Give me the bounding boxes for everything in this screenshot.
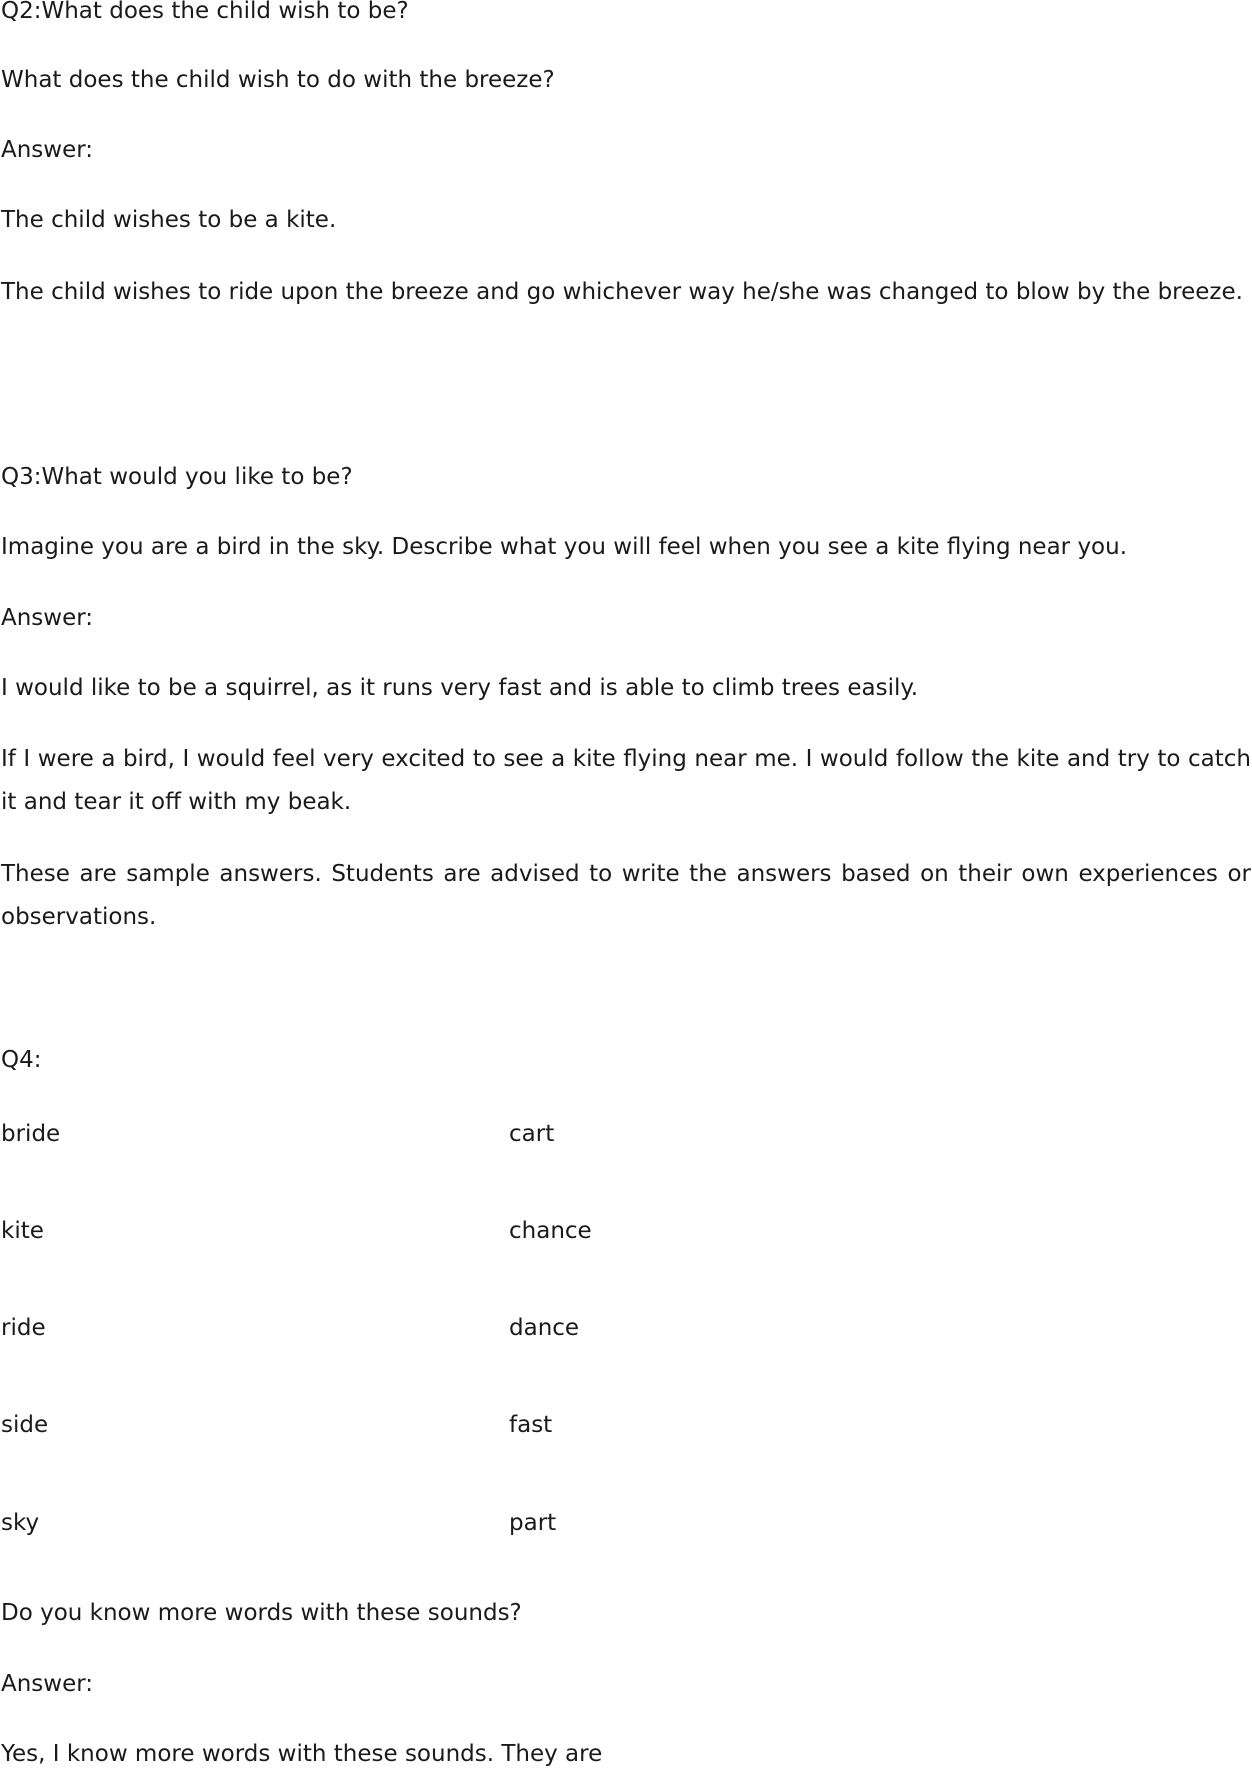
q2-heading: Q2:What does the child wish to be? [1, 0, 409, 24]
q2-question: What does the child wish to do with the breeze? [1, 67, 555, 93]
q4-word-right: part [509, 1510, 557, 1536]
q4-word-right: dance [509, 1315, 580, 1341]
q4-word-right: chance [509, 1218, 592, 1244]
q2-answer-label: Answer: [1, 137, 94, 163]
q4-answer-intro: Yes, I know more words with these sounds. They are [1, 1741, 603, 1767]
q4-word-left: ride [1, 1315, 46, 1341]
q2-answer-2: The child wishes to ride upon the breeze and go whichever way he/she was changed to blow by the breeze. [1, 279, 1243, 305]
q3-heading: Q3:What would you like to be? [1, 464, 353, 490]
q4-word-right: fast [509, 1412, 553, 1438]
q4-word-right: cart [509, 1121, 555, 1147]
q4-answer-label: Answer: [1, 1671, 94, 1697]
q4-word-left: bride [1, 1121, 61, 1147]
q4-word-left: sky [1, 1510, 40, 1536]
q3-answer-2: If I were a bird, I would feel very excited to see a kite flying near me. I would follow the kite and try to catch it and tear it off with my beak. [1, 746, 1251, 815]
q4-heading: Q4: [1, 1047, 42, 1073]
q2-answer-1: The child wishes to be a kite. [1, 207, 337, 233]
q4-word-left: kite [1, 1218, 44, 1244]
q3-answer-label: Answer: [1, 605, 94, 631]
q4-question: Do you know more words with these sounds? [1, 1600, 522, 1626]
q3-note: These are sample answers. Students are advised to write the answers based on their own experiences or observations. [1, 861, 1251, 930]
q4-word-left: side [1, 1412, 49, 1438]
q3-answer-1: I would like to be a squirrel, as it runs very fast and is able to climb trees easily. [1, 675, 919, 701]
q3-question: Imagine you are a bird in the sky. Describe what you will feel when you see a kite flying near you. [1, 534, 1128, 560]
